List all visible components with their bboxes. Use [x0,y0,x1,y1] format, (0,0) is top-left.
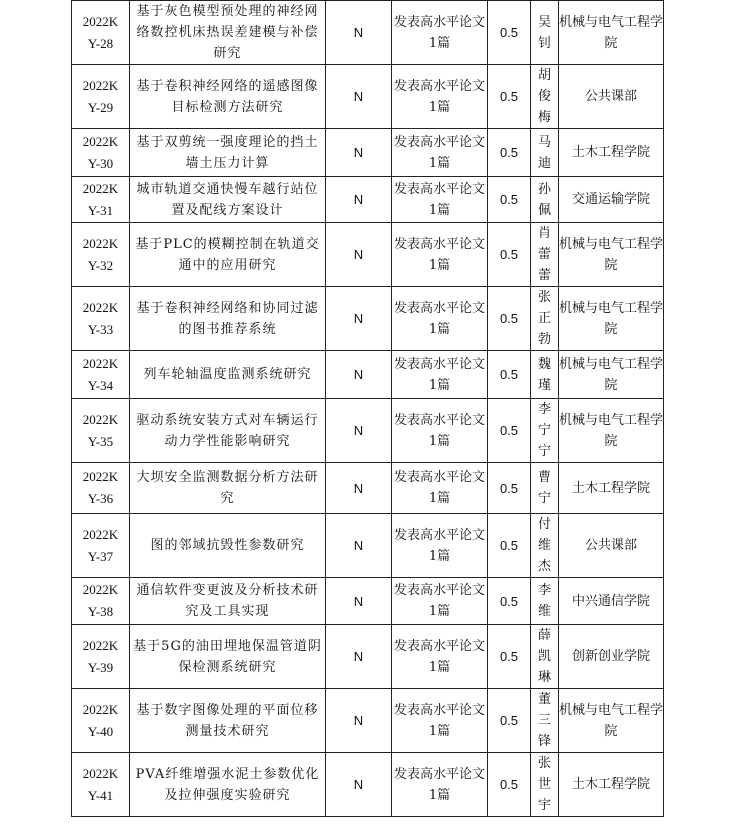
result-text: 发表高水平论文1篇 [393,638,485,675]
result-cell [392,753,488,817]
project-code-cell [72,463,130,514]
score-cell [488,753,531,817]
result-text: 发表高水平论文1篇 [393,527,485,564]
project-title-cell [130,177,326,223]
flag-value: N [353,649,364,664]
flag-cell [326,177,392,223]
score-cell [488,129,531,177]
table-row [72,1,664,65]
project-code-cell [72,351,130,399]
table-row [72,351,664,399]
person-cell [531,514,559,578]
project-title: 基于PLC的模糊控制在轨道交通中的应用研究 [135,236,320,273]
project-code-suffix: Y-28 [87,35,114,51]
person-name: 李宁宁 [537,402,551,459]
department-name: 机械与电气工程学院 [559,14,664,51]
department-name: 土木工程学院 [571,480,650,496]
flag-value: N [353,367,364,382]
person-cell [531,223,559,287]
result-text: 发表高水平论文1篇 [393,181,485,218]
project-code-prefix: 2022K [82,637,119,653]
score-value: 0.5 [499,480,519,496]
project-code-suffix: Y-32 [87,257,114,273]
flag-value: N [353,713,364,728]
project-code-suffix: Y-40 [87,723,114,739]
department-name: 机械与电气工程学院 [559,702,664,739]
project-code-cell [72,578,130,625]
person-name: 薛凯琳 [537,628,551,685]
table-row [72,65,664,129]
score-cell [488,578,531,625]
project-title: PVA纤维增强水泥土参数优化及拉伸强度实验研究 [135,766,320,803]
project-code-cell [72,689,130,753]
table-row [72,129,664,177]
project-code-cell [72,287,130,351]
flag-value: N [353,777,364,792]
project-title: 基于灰色模型预处理的神经网络数控机床热误差建模与补偿研究 [136,4,319,61]
result-text: 发表高水平论文1篇 [393,766,485,803]
project-code-cell [72,399,130,463]
project-title-cell [130,223,326,287]
project-table-body [72,1,664,817]
score-value: 0.5 [499,25,519,40]
table-row [72,177,664,223]
project-code-suffix: Y-35 [87,433,114,449]
score-value: 0.5 [499,89,519,104]
flag-cell [326,578,392,625]
score-value: 0.5 [499,423,519,438]
project-code-prefix: 2022K [82,235,119,251]
score-cell [488,399,531,463]
flag-value: N [353,89,364,104]
person-cell [531,753,559,817]
flag-value: N [353,145,364,160]
table-row [72,625,664,689]
dept-cell [559,689,664,753]
dept-cell [559,578,664,625]
flag-cell [326,625,392,689]
table-row [72,223,664,287]
project-title-cell [130,463,326,514]
result-cell [392,399,488,463]
project-title: 基于5G的油田埋地保温管道阴保检测系统研究 [133,638,322,675]
score-value: 0.5 [499,649,519,664]
department-name: 机械与电气工程学院 [559,236,664,273]
score-cell [488,287,531,351]
dept-cell [559,65,664,129]
project-code-cell [72,65,130,129]
person-name: 董三锋 [537,692,551,749]
flag-value: N [353,538,364,553]
person-name: 付维杰 [537,517,551,574]
dept-cell [559,514,664,578]
project-code-prefix: 2022K [82,180,119,196]
project-code-prefix: 2022K [82,469,119,484]
project-title: 基于卷积神经网络的遥感图像目标检测方法研究 [136,78,319,115]
score-value: 0.5 [499,713,519,728]
score-cell [488,625,531,689]
project-title-cell [130,689,326,753]
project-title: 驱动系统安装方式对车辆运行动力学性能影响研究 [136,412,319,449]
score-cell [488,514,531,578]
department-name: 土木工程学院 [571,145,650,160]
flag-value: N [353,192,364,207]
project-code-cell [72,223,130,287]
result-cell [392,463,488,514]
result-cell [392,1,488,65]
person-cell [531,463,559,514]
project-title: 列车轮轴温度监测系统研究 [143,367,312,382]
result-text: 发表高水平论文1篇 [393,702,485,739]
project-code-prefix: 2022K [82,355,119,371]
score-cell [488,65,531,129]
flag-value: N [353,247,364,262]
project-code-suffix: Y-41 [87,787,114,803]
department-name: 土木工程学院 [571,777,650,792]
result-text: 发表高水平论文1篇 [393,78,485,115]
project-code-suffix: Y-36 [87,491,114,506]
project-title-cell [130,399,326,463]
score-value: 0.5 [499,247,519,262]
project-code-prefix: 2022K [82,133,119,149]
project-code-prefix: 2022K [82,411,119,427]
flag-value: N [353,480,364,496]
table-row [72,753,664,817]
score-value: 0.5 [499,367,519,382]
project-title-cell [130,287,326,351]
flag-value: N [353,593,364,609]
result-text: 发表高水平论文1篇 [393,356,485,393]
score-cell [488,351,531,399]
project-code-prefix: 2022K [82,582,119,597]
result-text: 发表高水平论文1篇 [393,134,485,171]
person-name: 吴钊 [537,14,551,51]
table-row [72,578,664,625]
project-code-suffix: Y-37 [87,548,114,564]
project-code-suffix: Y-38 [87,604,114,619]
score-cell [488,1,531,65]
project-title-cell [130,753,326,817]
project-code-prefix: 2022K [82,299,119,315]
result-cell [392,223,488,287]
person-cell [531,177,559,223]
result-cell [392,351,488,399]
person-cell [531,129,559,177]
dept-cell [559,287,664,351]
dept-cell [559,223,664,287]
person-name: 孙佩 [537,181,551,218]
result-cell [392,689,488,753]
result-cell [392,65,488,129]
department-name: 创新创业学院 [571,649,650,664]
dept-cell [559,625,664,689]
dept-cell [559,399,664,463]
project-title-cell [130,129,326,177]
project-code-prefix: 2022K [82,701,119,717]
table-row [72,689,664,753]
project-title-cell [130,514,326,578]
person-cell [531,578,559,625]
person-name: 肖蕾蕾 [537,226,551,283]
project-title-cell [130,578,326,625]
table-row [72,287,664,351]
department-name: 公共课部 [584,89,637,104]
department-name: 交通运输学院 [571,192,650,207]
person-cell [531,399,559,463]
dept-cell [559,129,664,177]
result-cell [392,177,488,223]
score-value: 0.5 [499,311,519,326]
project-title-cell [130,1,326,65]
project-code-cell [72,625,130,689]
person-name: 李维 [537,583,551,619]
person-cell [531,625,559,689]
project-title: 基于双剪统一强度理论的挡土墙土压力计算 [136,134,319,171]
project-code-prefix: 2022K [82,77,119,93]
table-row [72,514,664,578]
project-code-cell [72,177,130,223]
project-title-cell [130,65,326,129]
result-cell [392,514,488,578]
project-code-suffix: Y-34 [87,377,114,393]
project-title: 基于数字图像处理的平面位移测量技术研究 [136,702,319,739]
score-value: 0.5 [499,145,519,160]
result-text: 发表高水平论文1篇 [393,583,485,619]
result-cell [392,287,488,351]
flag-cell [326,753,392,817]
score-cell [488,223,531,287]
department-name: 中兴通信学院 [571,593,650,609]
project-code-prefix: 2022K [82,13,119,29]
project-title-cell [130,351,326,399]
project-title: 基于卷积神经网络和协同过滤的图书推荐系统 [136,300,319,337]
department-name: 公共课部 [584,538,637,553]
result-text: 发表高水平论文1篇 [393,14,485,51]
flag-cell [326,287,392,351]
person-name: 张正勃 [537,290,551,347]
result-text: 发表高水平论文1篇 [393,470,485,506]
person-name: 曹宁 [537,470,551,506]
person-cell [531,689,559,753]
project-code-suffix: Y-30 [87,155,114,171]
table-row [72,399,664,463]
flag-value: N [353,423,364,438]
score-cell [488,177,531,223]
project-title-cell [130,625,326,689]
person-cell [531,65,559,129]
flag-cell [326,351,392,399]
dept-cell [559,351,664,399]
flag-value: N [353,25,364,40]
result-text: 发表高水平论文1篇 [393,236,485,273]
result-text: 发表高水平论文1篇 [393,300,485,337]
person-cell [531,351,559,399]
person-name: 张世宇 [537,756,551,813]
project-code-cell [72,514,130,578]
score-cell [488,463,531,514]
flag-cell [326,514,392,578]
result-cell [392,129,488,177]
project-code-cell [72,1,130,65]
flag-cell [326,463,392,514]
dept-cell [559,177,664,223]
project-code-prefix: 2022K [82,765,119,781]
project-title: 大坝安全监测数据分析方法研究 [136,470,319,506]
project-code-suffix: Y-31 [87,202,114,218]
score-value: 0.5 [499,192,519,207]
person-name: 胡俊梅 [537,68,551,125]
flag-cell [326,1,392,65]
flag-cell [326,129,392,177]
flag-value: N [353,311,364,326]
project-title: 通信软件变更波及分析技术研究及工具实现 [136,583,319,619]
score-value: 0.5 [499,593,519,609]
score-value: 0.5 [499,538,519,553]
department-name: 机械与电气工程学院 [559,412,664,449]
dept-cell [559,1,664,65]
project-title: 城市轨道交通快慢车越行站位置及配线方案设计 [136,181,319,218]
person-cell [531,1,559,65]
department-name: 机械与电气工程学院 [559,300,664,337]
person-cell [531,287,559,351]
flag-cell [326,223,392,287]
project-code-cell [72,753,130,817]
project-code-prefix: 2022K [82,526,119,542]
flag-cell [326,65,392,129]
person-name: 马迪 [537,134,551,171]
table-row [72,463,664,514]
project-code-suffix: Y-29 [87,99,114,115]
person-name: 魏瑾 [537,356,551,393]
result-cell [392,578,488,625]
project-title: 图的邻域抗毁性参数研究 [150,538,305,553]
result-cell [392,625,488,689]
project-code-suffix: Y-39 [87,659,114,675]
result-text: 发表高水平论文1篇 [393,412,485,449]
project-code-suffix: Y-33 [87,321,114,337]
flag-cell [326,689,392,753]
flag-cell [326,399,392,463]
dept-cell [559,753,664,817]
dept-cell [559,463,664,514]
score-cell [488,689,531,753]
project-code-cell [72,129,130,177]
project-table [71,0,664,817]
department-name: 机械与电气工程学院 [559,356,664,393]
score-value: 0.5 [499,777,519,792]
